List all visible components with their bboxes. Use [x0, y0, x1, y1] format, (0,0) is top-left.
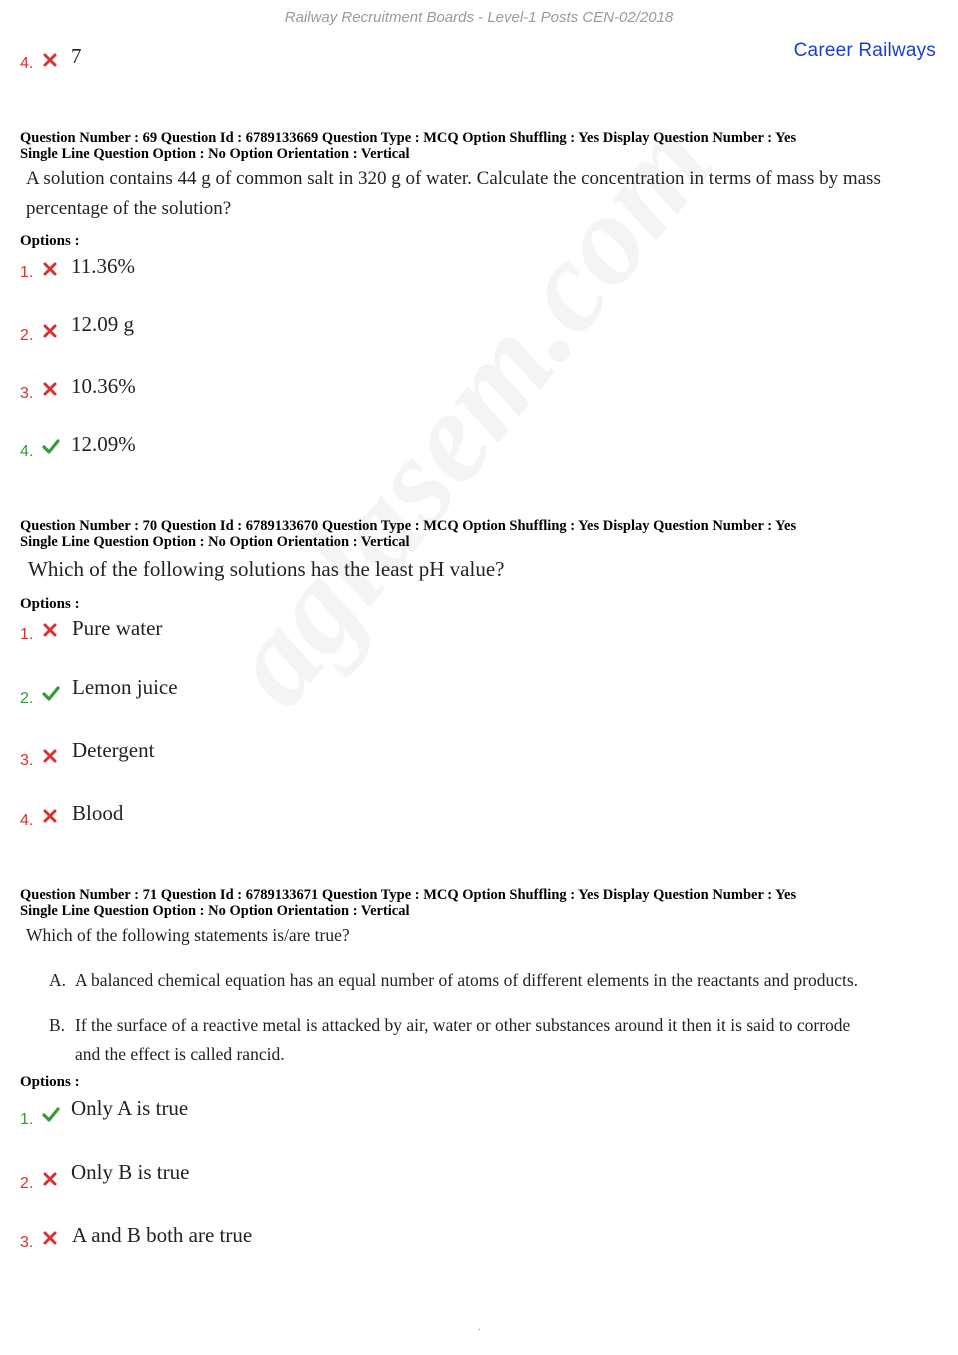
statement-text: and the effect is called rancid.: [75, 1044, 285, 1064]
check-icon: [42, 1106, 60, 1122]
option-number: 1.: [20, 264, 34, 281]
option-number: 2.: [20, 690, 34, 707]
option-number: 4.: [20, 443, 34, 460]
option-text: 7: [71, 44, 82, 68]
question-meta: Single Line Question Option : No Option Orientation : Vertical: [20, 146, 410, 162]
option-text: Lemon juice: [72, 675, 178, 699]
statement-text: If the surface of a reactive metal is attacked by air, water or other substances around it then it is said to corrode: [75, 1015, 851, 1035]
cross-icon: [42, 381, 58, 397]
statement-text: A balanced chemical equation has an equal number of atoms of different elements in the reactants and products.: [75, 970, 859, 990]
cross-icon: [42, 323, 58, 339]
footer-mark: .: [478, 1322, 481, 1333]
cross-icon: [42, 261, 58, 277]
cross-icon: [42, 622, 58, 638]
option-number: 4.: [20, 812, 34, 829]
option-text: A and B both are true: [72, 1223, 253, 1247]
option-number: 1.: [20, 1111, 34, 1128]
option-text: Detergent: [72, 738, 155, 762]
option-number: 1.: [20, 626, 34, 643]
cross-icon: [42, 52, 58, 68]
option-text: Only A is true: [71, 1096, 189, 1120]
question-text: A solution contains 44 g of common salt in 320 g of water. Calculate the concentration in terms of mass by mass: [26, 168, 881, 189]
option-text: 10.36%: [71, 374, 136, 398]
option-text: Only B is true: [71, 1160, 190, 1184]
option-number: 4.: [20, 55, 34, 72]
option-number: 2.: [20, 1175, 34, 1192]
option-number: 3.: [20, 752, 34, 769]
question-meta: Single Line Question Option : No Option Orientation : Vertical: [20, 903, 410, 919]
statement-label: A.: [49, 970, 67, 990]
check-icon: [42, 438, 60, 454]
option-text: Pure water: [72, 616, 163, 640]
option-text: 12.09%: [71, 432, 136, 456]
option-text: 12.09 g: [71, 312, 134, 336]
check-icon: [42, 685, 60, 701]
cross-icon: [42, 748, 58, 764]
option-text: 11.36%: [71, 254, 135, 278]
cross-icon: [42, 1171, 58, 1187]
brand-label: Career Railways: [793, 40, 936, 61]
option-number: 2.: [20, 327, 34, 344]
question-meta: Question Number : 71 Question Id : 6789133671 Question Type : MCQ Option Shuffling : Yes Display Question Number : Yes: [20, 887, 797, 903]
cross-icon: [42, 808, 58, 824]
question-meta: Single Line Question Option : No Option Orientation : Vertical: [20, 534, 410, 550]
option-number: 3.: [20, 1234, 34, 1251]
question-text: percentage of the solution?: [26, 198, 232, 219]
statement-label: B.: [49, 1015, 66, 1035]
options-label: Options :: [20, 596, 80, 612]
question-text: Which of the following statements is/are true?: [26, 925, 350, 945]
question-meta: Question Number : 69 Question Id : 6789133669 Question Type : MCQ Option Shuffling : Yes Display Question Number : Yes: [20, 130, 797, 146]
page-header-title: Railway Recruitment Boards - Level-1 Posts CEN-02/2018: [284, 9, 674, 26]
question-meta: Question Number : 70 Question Id : 6789133670 Question Type : MCQ Option Shuffling : Yes Display Question Number : Yes: [20, 518, 797, 534]
cross-icon: [42, 1230, 58, 1246]
option-text: Blood: [72, 801, 124, 825]
question-text: Which of the following solutions has the least pH value?: [28, 557, 505, 581]
options-label: Options :: [20, 1074, 80, 1090]
options-label: Options :: [20, 233, 80, 249]
option-number: 3.: [20, 385, 34, 402]
